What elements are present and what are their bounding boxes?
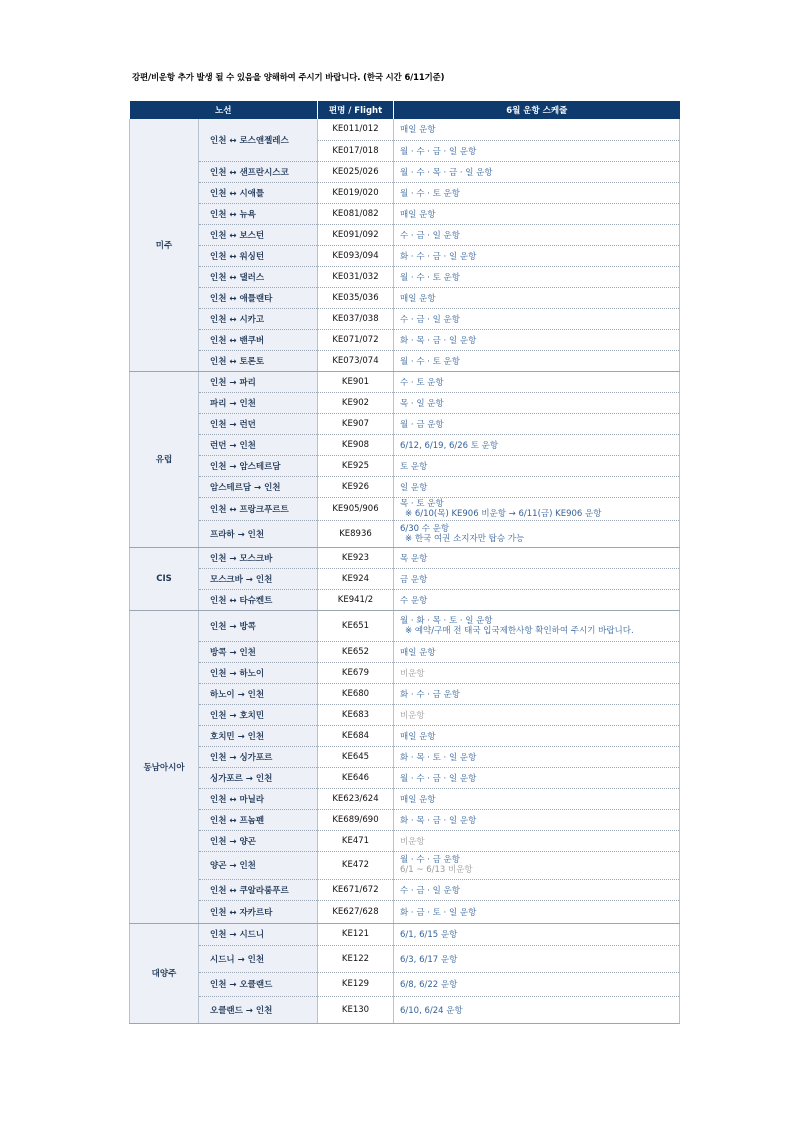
table-row — [130, 809, 680, 830]
table-row — [130, 830, 680, 851]
table-row — [130, 182, 680, 203]
table-body — [130, 119, 680, 1023]
schedule-text: 6/10, 6/24 운항 — [394, 996, 680, 1023]
schedule-text: 목 운항 — [394, 547, 680, 568]
route-name: 인천 → 싱가포르 — [199, 746, 318, 767]
route-name: 인천 ↔ 자카르타 — [199, 900, 318, 923]
table-row — [130, 520, 680, 547]
schedule-text: 매일 운항 — [394, 287, 680, 308]
schedule-text — [394, 497, 680, 520]
schedule-text: 매일 운항 — [394, 203, 680, 224]
schedule-text: 6/1, 6/15 운항 — [394, 923, 680, 945]
table-row — [130, 413, 680, 434]
schedule-note: ※ 6/10(목) KE906 비운항 → 6/11(금) KE906 운항 — [405, 508, 602, 519]
table-row — [130, 392, 680, 413]
table-row — [130, 589, 680, 610]
flight-number: KE081/082 — [318, 203, 394, 224]
schedule-text: 화 · 수 · 금 · 일 운항 — [394, 245, 680, 266]
table-row — [130, 350, 680, 371]
flight-number: KE071/072 — [318, 329, 394, 350]
schedule-text: 매일 운항 — [394, 641, 680, 662]
schedule-main: 월 · 화 · 목 · 토 · 일 운항 — [400, 615, 493, 626]
schedule-text: 매일 운항 — [394, 788, 680, 809]
schedule-text: 월 · 수 · 토 운항 — [394, 350, 680, 371]
schedule-note: 6/1 ~ 6/13 비운항 — [400, 865, 473, 875]
schedule-text: 금 운항 — [394, 568, 680, 589]
flight-number: KE037/038 — [318, 308, 394, 329]
route-name: 인천 ↔ 샌프란시스코 — [199, 161, 318, 182]
schedule-text: 일 운항 — [394, 476, 680, 497]
route-name: 인천 ↔ 시카고 — [199, 308, 318, 329]
table-row — [130, 662, 680, 683]
flight-number: KE683 — [318, 704, 394, 725]
flight-number: KE645 — [318, 746, 394, 767]
route-name: 암스테르담 → 인천 — [199, 476, 318, 497]
flight-number: KE627/628 — [318, 900, 394, 923]
flight-number: KE651 — [318, 610, 394, 641]
table-row — [130, 308, 680, 329]
route-name: 인천 → 하노이 — [199, 662, 318, 683]
header-schedule: 6월 운항 스케줄 — [394, 101, 680, 119]
region-name: 유럽 — [130, 371, 199, 547]
flight-number: KE926 — [318, 476, 394, 497]
flight-number: KE472 — [318, 851, 394, 879]
flight-number: KE035/036 — [318, 287, 394, 308]
table-row — [130, 851, 680, 879]
flight-number: KE011/012 — [318, 119, 394, 140]
route-name: 싱가포르 → 인천 — [199, 767, 318, 788]
flight-number: KE907 — [318, 413, 394, 434]
route-name: 인천 ↔ 뉴욕 — [199, 203, 318, 224]
route-name: 인천 → 파리 — [199, 371, 318, 392]
route-name: 인천 → 암스테르담 — [199, 455, 318, 476]
route-name: 인천 → 방콕 — [199, 610, 318, 641]
flight-number: KE905/906 — [318, 497, 394, 520]
table-row — [130, 287, 680, 308]
table-row — [130, 996, 680, 1023]
table-row — [130, 972, 680, 996]
schedule-text: 토 운항 — [394, 455, 680, 476]
flight-number: KE025/026 — [318, 161, 394, 182]
table-row — [130, 923, 680, 945]
table-row — [130, 245, 680, 266]
table-row — [130, 725, 680, 746]
flight-number: KE093/094 — [318, 245, 394, 266]
flight-number: KE122 — [318, 945, 394, 972]
schedule-text — [394, 851, 680, 879]
flight-number: KE073/074 — [318, 350, 394, 371]
table-row — [130, 266, 680, 287]
table-row — [130, 879, 680, 900]
route-name: 시드니 → 인천 — [199, 945, 318, 972]
schedule-text: 월 · 금 운항 — [394, 413, 680, 434]
route-name: 인천 ↔ 로스앤젤레스 — [199, 119, 318, 161]
notice-text: 강편/비운항 추가 발생 될 수 있음을 양해하여 주시기 바랍니다. (한국 시간 6/11기준) — [132, 72, 445, 82]
table-row — [130, 788, 680, 809]
flight-schedule-table — [129, 101, 680, 1024]
schedule-text: 6/3, 6/17 운항 — [394, 945, 680, 972]
flight-number: KE908 — [318, 434, 394, 455]
flight-number: KE902 — [318, 392, 394, 413]
route-name: 런던 → 인천 — [199, 434, 318, 455]
flight-number: KE679 — [318, 662, 394, 683]
route-name: 오클랜드 → 인천 — [199, 996, 318, 1023]
route-name: 호치민 → 인천 — [199, 725, 318, 746]
flight-number: KE925 — [318, 455, 394, 476]
route-name: 프라하 → 인천 — [199, 520, 318, 547]
route-name: 인천 ↔ 쿠알라룸푸르 — [199, 879, 318, 900]
table-row — [130, 119, 680, 140]
table-row — [130, 767, 680, 788]
header-route: 노선 — [130, 101, 318, 119]
route-name: 모스크바 → 인천 — [199, 568, 318, 589]
schedule-text: 목 · 일 운항 — [394, 392, 680, 413]
flight-number: KE684 — [318, 725, 394, 746]
schedule-main: 목 · 토 운항 — [400, 498, 444, 509]
table-row — [130, 568, 680, 589]
route-name: 인천 ↔ 보스턴 — [199, 224, 318, 245]
flight-number: KE129 — [318, 972, 394, 996]
route-name: 인천 → 오클랜드 — [199, 972, 318, 996]
table-row — [130, 683, 680, 704]
table-row — [130, 161, 680, 182]
flight-number: KE901 — [318, 371, 394, 392]
schedule-text: 비운항 — [394, 830, 680, 851]
table-row — [130, 547, 680, 568]
schedule-text: 수 · 금 · 일 운항 — [394, 308, 680, 329]
schedule-text: 화 · 목 · 금 · 일 운항 — [394, 329, 680, 350]
schedule-note: ※ 예약/구매 전 태국 입국제한사항 확인하여 주시기 바랍니다. — [405, 625, 634, 636]
flight-number: KE924 — [318, 568, 394, 589]
schedule-text: 월 · 수 · 목 · 금 · 일 운항 — [394, 161, 680, 182]
route-name: 인천 ↔ 프랑크푸르트 — [199, 497, 318, 520]
route-name: 양곤 → 인천 — [199, 851, 318, 879]
table-row — [130, 455, 680, 476]
schedule-text: 월 · 수 · 금 · 일 운항 — [394, 140, 680, 161]
flight-number: KE019/020 — [318, 182, 394, 203]
route-name: 인천 ↔ 타슈켄트 — [199, 589, 318, 610]
table-row — [130, 476, 680, 497]
table-row — [130, 497, 680, 520]
route-name: 인천 ↔ 토론토 — [199, 350, 318, 371]
flight-number: KE091/092 — [318, 224, 394, 245]
schedule-text: 6/12, 6/19, 6/26 토 운항 — [394, 434, 680, 455]
route-name: 인천 ↔ 댈러스 — [199, 266, 318, 287]
schedule-text: 화 · 목 · 토 · 일 운항 — [394, 746, 680, 767]
schedule-text: 화 · 목 · 금 · 일 운항 — [394, 809, 680, 830]
table-row — [130, 945, 680, 972]
flight-number: KE8936 — [318, 520, 394, 547]
table-header-row — [130, 101, 680, 119]
flight-number: KE646 — [318, 767, 394, 788]
table-row — [130, 371, 680, 392]
schedule-text — [394, 610, 680, 641]
flight-number: KE671/672 — [318, 879, 394, 900]
schedule-text: 월 · 수 · 토 운항 — [394, 266, 680, 287]
flight-number: KE689/690 — [318, 809, 394, 830]
table-row — [130, 434, 680, 455]
schedule-text: 6/8, 6/22 운항 — [394, 972, 680, 996]
route-name: 인천 → 시드니 — [199, 923, 318, 945]
route-name: 인천 → 호치민 — [199, 704, 318, 725]
flight-number: KE017/018 — [318, 140, 394, 161]
region-name: 미주 — [130, 119, 199, 371]
table-row — [130, 203, 680, 224]
schedule-text: 수 운항 — [394, 589, 680, 610]
table-row — [130, 746, 680, 767]
route-name: 인천 → 런던 — [199, 413, 318, 434]
route-name: 인천 ↔ 밴쿠버 — [199, 329, 318, 350]
schedule-text — [394, 520, 680, 547]
schedule-text: 수 · 금 · 일 운항 — [394, 879, 680, 900]
schedule-note: ※ 한국 여권 소지자만 탑승 가능 — [405, 533, 525, 544]
flight-number: KE130 — [318, 996, 394, 1023]
table-row — [130, 329, 680, 350]
schedule-text: 매일 운항 — [394, 725, 680, 746]
schedule-text: 화 · 금 · 토 · 일 운항 — [394, 900, 680, 923]
schedule-text: 매일 운항 — [394, 119, 680, 140]
flight-number: KE623/624 — [318, 788, 394, 809]
schedule-main: 6/30 수 운항 — [400, 523, 450, 534]
route-name: 파리 → 인천 — [199, 392, 318, 413]
flight-number: KE121 — [318, 923, 394, 945]
table-row — [130, 224, 680, 245]
schedule-text: 비운항 — [394, 662, 680, 683]
route-name: 방콕 → 인천 — [199, 641, 318, 662]
header-flight: 편명 / Flight — [318, 101, 394, 119]
table-row — [130, 900, 680, 923]
flight-number: KE923 — [318, 547, 394, 568]
route-name: 인천 → 모스크바 — [199, 547, 318, 568]
route-name: 하노이 → 인천 — [199, 683, 318, 704]
table-row — [130, 641, 680, 662]
flight-number: KE941/2 — [318, 589, 394, 610]
flight-number: KE652 — [318, 641, 394, 662]
schedule-text: 수 · 토 운항 — [394, 371, 680, 392]
schedule-text: 월 · 수 · 토 운항 — [394, 182, 680, 203]
flight-number: KE031/032 — [318, 266, 394, 287]
region-name: 대양주 — [130, 923, 199, 1023]
flight-number: KE471 — [318, 830, 394, 851]
route-name: 인천 ↔ 마닐라 — [199, 788, 318, 809]
schedule-text: 화 · 수 · 금 운항 — [394, 683, 680, 704]
route-name: 인천 ↔ 시애틀 — [199, 182, 318, 203]
route-name: 인천 ↔ 워싱턴 — [199, 245, 318, 266]
region-name: 동남아시아 — [130, 610, 199, 923]
route-name: 인천 → 양곤 — [199, 830, 318, 851]
table-row — [130, 610, 680, 641]
route-name: 인천 ↔ 애틀랜타 — [199, 287, 318, 308]
table-row — [130, 704, 680, 725]
flight-number: KE680 — [318, 683, 394, 704]
schedule-text: 수 · 금 · 일 운항 — [394, 224, 680, 245]
route-name: 인천 ↔ 프놈펜 — [199, 809, 318, 830]
region-name: CIS — [130, 547, 199, 610]
schedule-text: 비운항 — [394, 704, 680, 725]
schedule-text: 월 · 수 · 금 · 일 운항 — [394, 767, 680, 788]
schedule-main: 월 · 수 · 금 운항 — [400, 855, 460, 865]
